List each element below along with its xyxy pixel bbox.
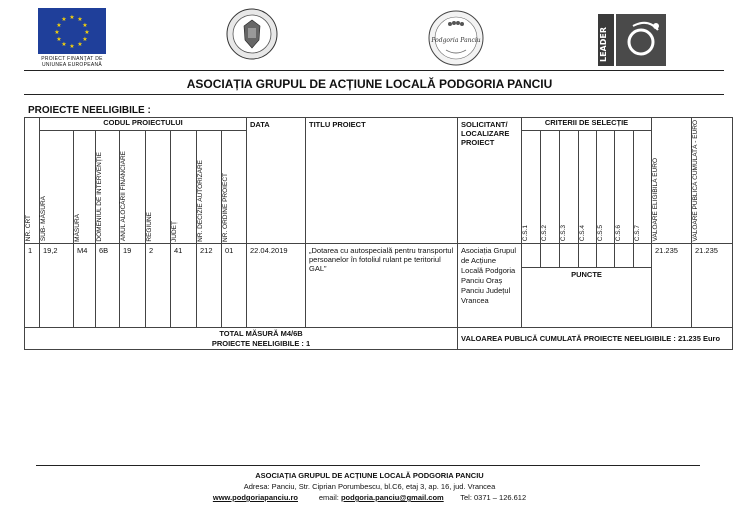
svg-text:★: ★ <box>56 22 62 29</box>
cell-masura: M4 <box>74 244 96 328</box>
cell-solicitant: Asociația Grupul de Acțiune Locală Podgoria Panciu Oraș Panciu Județul Vrancea <box>458 244 522 328</box>
cell-cs3 <box>560 244 579 268</box>
section-title: PROIECTE NEELIGIBILE : <box>28 105 151 116</box>
header-data: DATA <box>247 118 306 244</box>
svg-text:★: ★ <box>56 36 62 43</box>
header-masura: MĂSURA <box>74 131 96 244</box>
header-title: ASOCIAȚIA GRUPUL DE ACȚIUNE LOCALĂ PODGORIA PANCIU <box>186 77 553 91</box>
footer-email-label: email: <box>318 493 339 502</box>
footer-org: ASOCIAȚIA GRUPUL DE ACȚIUNE LOCALĂ PODGORIA PANCIU <box>255 471 484 480</box>
cell-cs7 <box>634 244 652 268</box>
cell-nr-ordine: 01 <box>222 244 247 328</box>
cell-cs2 <box>541 244 560 268</box>
cell-valoarea-publica-cumulata: VALOAREA PUBLICĂ CUMULATĂ PROIECTE NEELIGIBILE : 21.235 Euro <box>458 328 733 350</box>
header-bottom-rule <box>24 94 724 95</box>
svg-text:★: ★ <box>69 43 75 50</box>
svg-text:★: ★ <box>82 22 88 29</box>
header-cs6: C.S.6 <box>615 131 634 244</box>
cell-nr-decizie: 212 <box>197 244 222 328</box>
eu-flag-logo <box>38 8 106 54</box>
cell-total-masura <box>25 328 458 350</box>
svg-text:★: ★ <box>61 16 67 23</box>
cell-titlu: „Dotarea cu autospecială pentru transportul persoanelor în fotoliul rulant pe teritoriul GAL” <box>306 244 458 328</box>
svg-text:★: ★ <box>77 41 83 48</box>
header-criterii-de-selectie: CRITERII DE SELECȚIE <box>522 118 652 131</box>
footer-contact <box>0 492 739 503</box>
cell-nr-crt: 1 <box>25 244 40 328</box>
eu-caption: PROIECT FINANȚAT DE UNIUNEA EUROPEANĂ <box>41 56 103 68</box>
cell-cs4 <box>579 244 597 268</box>
totals-row <box>25 328 733 350</box>
total-masura-label: TOTAL MĂSURĂ M4/6B <box>219 328 303 338</box>
header-nr-decizie: NR. DECIZIE AUTORIZARE <box>197 131 222 244</box>
proiecte-neeligibile-count: PROIECTE NEELIGIBILE : 1 <box>211 338 311 348</box>
header-sub-masura: SUB- MĂSURA <box>40 131 74 244</box>
header-valoare-eligibila: VALOARE ELIGIBILĂ EURO <box>652 118 692 244</box>
svg-text:★: ★ <box>82 36 88 43</box>
footer-website-link[interactable]: www.podgoriapanciu.ro <box>212 493 298 502</box>
footer-address: Adresa: Panciu, Str. Ciprian Porumbescu, bl.C6, etaj 3, ap. 16, jud. Vrancea <box>243 482 496 491</box>
header-cs2: C.S.2 <box>541 131 560 244</box>
header-top-rule <box>24 70 724 71</box>
header-nr-ordine: NR. ORDINE PROIECT <box>222 131 247 244</box>
cell-valoare-publica: 21.235 <box>692 244 733 328</box>
header-anul: ANUL ALOCĂRII FINANCIARE <box>120 131 146 244</box>
table-row <box>25 244 733 268</box>
cell-cs1 <box>522 244 541 268</box>
header-titlu-proiect: TITLU PROIECT <box>306 118 458 244</box>
cell-domeniul: 6B <box>96 244 120 328</box>
footer-rule <box>36 465 700 466</box>
cell-judet: 41 <box>171 244 197 328</box>
footer-tel: Tel: 0371 – 126.612 <box>460 493 527 502</box>
header-cs5: C.S.5 <box>597 131 615 244</box>
header-nr-crt: NR. CRT <box>25 118 40 244</box>
header-judet: JUDEȚ <box>171 131 197 244</box>
cell-valoare-eligibila: 21.235 <box>652 244 692 328</box>
cell-cs6 <box>615 244 634 268</box>
gal-podgoria-panciu-logo <box>428 10 484 66</box>
header-solicitant: SOLICITANT/ LOCALIZARE PROIECT <box>458 118 522 244</box>
leader-logo-text: LEADER <box>599 26 608 62</box>
svg-text:★: ★ <box>54 29 60 36</box>
gal-logo-text: Podgoria Panciu <box>431 37 481 44</box>
svg-text:★: ★ <box>77 16 83 23</box>
leader-logo <box>598 14 666 66</box>
header-cs7: C.S.7 <box>634 131 652 244</box>
footer-email-link[interactable]: podgoria.panciu@gmail.com <box>340 493 444 502</box>
footer <box>0 470 739 503</box>
cell-puncte: PUNCTE <box>522 268 652 328</box>
header-domeniul: DOMENIUL DE INTERVENȚIE <box>96 131 120 244</box>
header-codul-proiectului: CODUL PROIECTULUI <box>40 118 247 131</box>
romania-coat-of-arms-logo <box>226 8 278 60</box>
svg-text:★: ★ <box>69 14 75 21</box>
cell-data: 22.04.2019 <box>247 244 306 328</box>
header-cs3: C.S.3 <box>560 131 579 244</box>
svg-text:★: ★ <box>84 29 90 36</box>
cell-anul: 19 <box>120 244 146 328</box>
svg-text:★: ★ <box>61 41 67 48</box>
header-cs4: C.S.4 <box>579 131 597 244</box>
cell-sub-masura: 19,2 <box>40 244 74 328</box>
cell-cs5 <box>597 244 615 268</box>
header-valoare-publica: VALOARE PUBLICĂ CUMULATĂ - EURO <box>692 118 733 244</box>
header-cs1: C.S.1 <box>522 131 541 244</box>
cell-regiune: 2 <box>146 244 171 328</box>
header-regiune: REGIUNE <box>146 131 171 244</box>
projects-table <box>24 117 733 350</box>
